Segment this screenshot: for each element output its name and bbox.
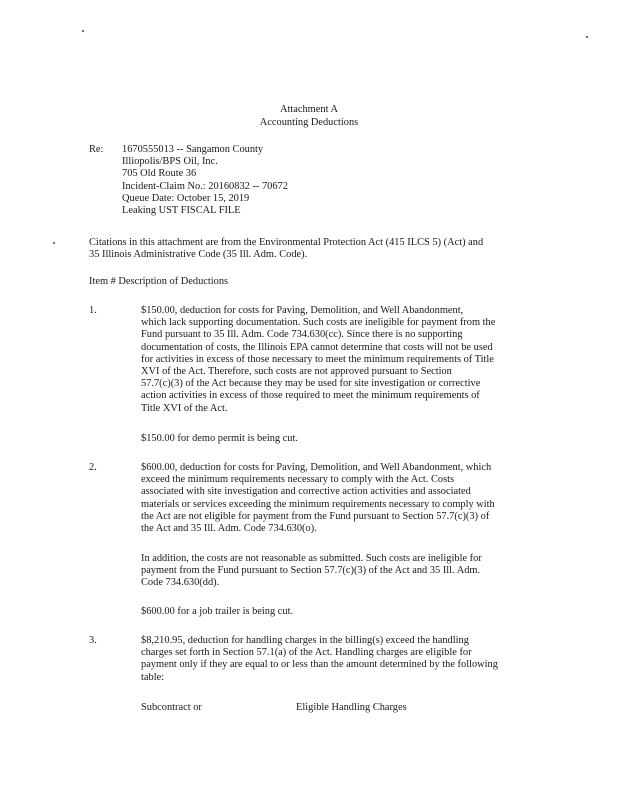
item-line: exceed the minimum requirements necessary to comply with the Act. Costs (141, 474, 455, 486)
item-line: documentation of costs, the Illinois EPA cannot determine that costs will not be used (141, 341, 493, 353)
item-line: table: (141, 671, 165, 683)
scan-speck (586, 36, 588, 38)
item-line: Code 734.630(dd). (141, 577, 220, 589)
item-line: for activities in excess of those necessary to meet the minimum requirements of Title (141, 353, 494, 365)
re-label: Re: (89, 144, 104, 155)
item-line: $8,210.95, deduction for handling charges in the billing(s) exceed the handling (141, 635, 469, 646)
citation-line: Citations in this attachment are from the Environmental Protection Act (415 ILCS 5) (Act) and (89, 237, 484, 248)
item-line: charges set forth in Section 57.1(a) of the Act. Handling charges are eligible for (141, 647, 472, 659)
item-2-paragraph-1 (141, 462, 495, 535)
item-line: Fund pursuant to 35 Ill. Adm. Code 734.630(cc). Since there is no supporting (141, 329, 463, 341)
re-line: 1670555013 -- Sangamon County (122, 144, 264, 155)
item-line: the Act and 35 Ill. Adm. Code 734.630(o). (141, 523, 317, 535)
item-1-paragraph-1 (141, 305, 495, 415)
table-header-col1: Subcontract or (141, 702, 202, 713)
item-2-paragraph-3 (141, 606, 293, 618)
item-line: materials or services exceeding the minimum requirements necessary to comply with (141, 498, 495, 510)
re-line: Illiopolis/BPS Oil, Inc. (122, 156, 218, 168)
item-line: XVI of the Act. Therefore, such costs are not approved pursuant to Section (141, 366, 452, 378)
item-line: In addition, the costs are not reasonable as submitted. Such costs are ineligible for (141, 553, 482, 564)
item-number: 2. (89, 462, 97, 473)
re-address-block (122, 144, 288, 217)
re-line: Incident-Claim No.: 20160832 -- 70672 (122, 180, 288, 192)
item-line: payment from the Fund pursuant to Section 57.7(c)(3) of the Act and 35 Ill. Adm. (141, 565, 481, 577)
item-number: 3. (89, 635, 97, 646)
document-subtitle: Accounting Deductions (259, 117, 359, 128)
re-line: 705 Old Route 36 (122, 168, 197, 180)
item-line: $600.00, deduction for costs for Paving, Demolition, and Well Abandonment, which (141, 462, 492, 473)
item-line: 57.7(c)(3) of the Act because they may be used for site investigation or corrective (141, 378, 481, 390)
citation-line: 35 Illinois Administrative Code (35 Ill. Adm. Code). (89, 249, 308, 261)
item-3-paragraph-1 (141, 635, 498, 684)
scan-speck (82, 30, 84, 32)
re-line: Leaking UST FISCAL FILE (122, 205, 241, 217)
scan-speck (53, 242, 55, 244)
item-line: associated with site investigation and corrective action activities and associated (141, 486, 471, 498)
item-1-paragraph-2 (141, 433, 298, 445)
item-line: Title XVI of the Act. (141, 402, 228, 414)
document-title: Attachment A (279, 104, 338, 115)
item-line: which lack supporting documentation. Such costs are ineligible for payment from the (141, 317, 496, 329)
item-line: $600.00 for a job trailer is being cut. (141, 606, 294, 617)
re-line: Queue Date: October 15, 2019 (122, 192, 250, 204)
item-line: $150.00, deduction for costs for Paving, Demolition, and Well Abandonment, (141, 305, 464, 316)
citations-paragraph (89, 237, 483, 261)
item-line: the Act are not eligible for payment from the Fund pursuant to Section 57.7(c)(3) of (141, 510, 490, 522)
table-header-col2: Eligible Handling Charges (296, 702, 407, 713)
item-line: $150.00 for demo permit is being cut. (141, 433, 298, 444)
item-line: action activities in excess of those required to meet the minimum requirements of (141, 390, 480, 402)
items-heading: Item # Description of Deductions (89, 276, 229, 287)
item-2-paragraph-2 (141, 553, 482, 590)
item-number: 1. (89, 305, 97, 316)
item-line: payment only if they are equal to or less than the amount determined by the following (141, 659, 498, 671)
